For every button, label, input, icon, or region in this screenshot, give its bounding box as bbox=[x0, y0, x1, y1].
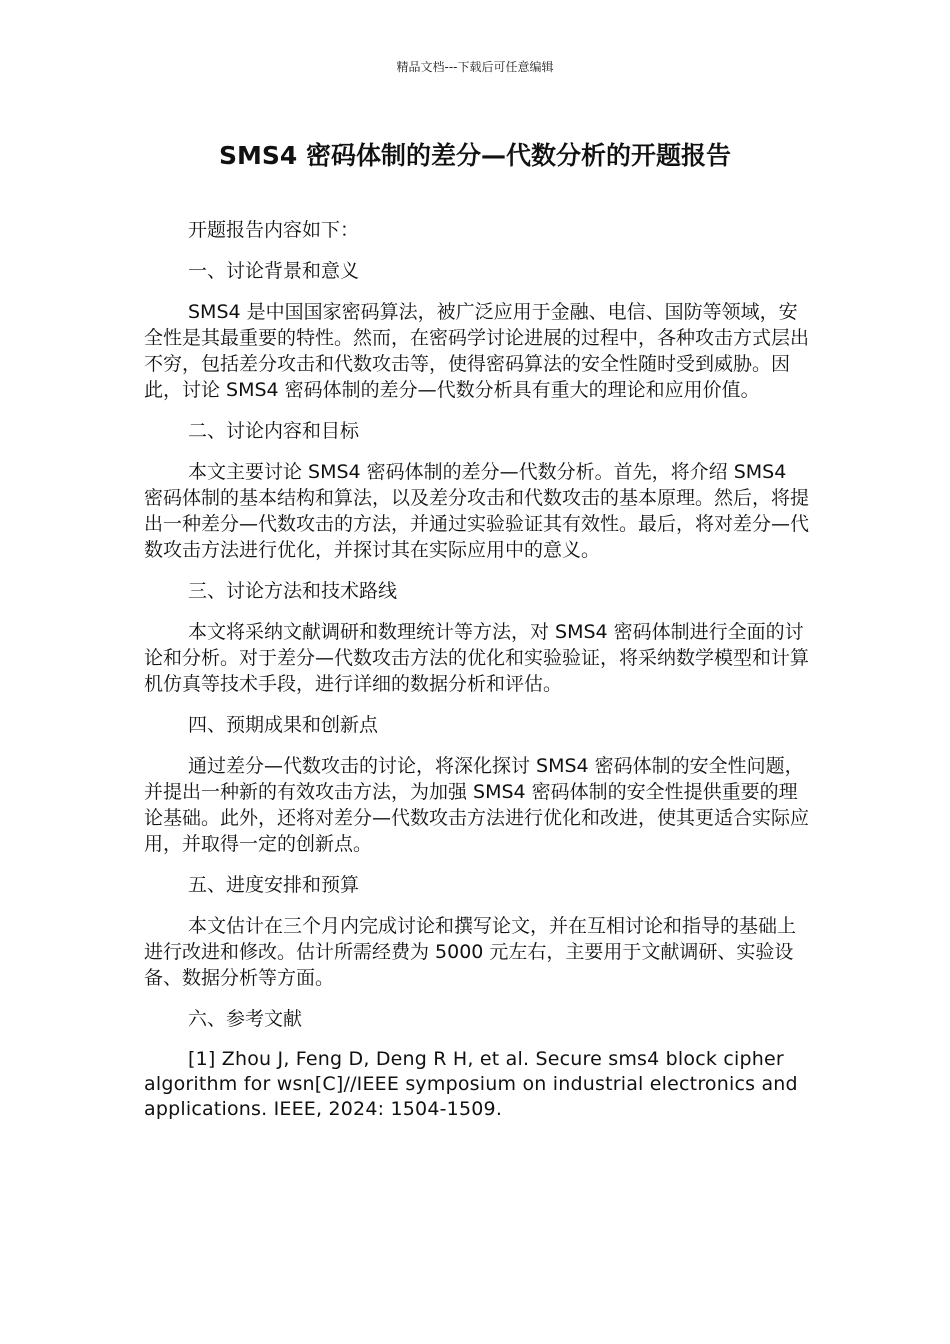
section-heading-background: 一、讨论背景和意义 bbox=[188, 260, 360, 282]
section-body-outcomes: 通过差分—代数攻击的讨论，将深化探讨 SMS4 密码体制的安全性问题，并提出一种新的有效攻击方法，为加强 SMS4 密码体制的安全性提供重要的理论基础。此外，还将对差分—代数攻击方法进行优化和改进，使其更适合实际应用，并取得一定的创新点。 bbox=[144, 755, 810, 855]
reference-item: [1] Zhou J, Feng D, Deng R H, et al. Secure sms4 block cipher algorithm for wsn[C]//IEEE symposium on industrial electronics and applications. IEEE, 2024: 1504-1509. bbox=[144, 1048, 798, 1120]
document-body bbox=[144, 217, 810, 1122]
section-body-background: SMS4 是中国国家密码算法，被广泛应用于金融、电信、国防等领域，安全性是其最重要的特性。然而，在密码学讨论进展的过程中，各种攻击方式层出不穷，包括差分攻击和代数攻击等，使得密码算法的安全性随时受到威胁。因此，讨论 SMS4 密码体制的差分—代数分析具有重大的理论和应用价值。 bbox=[144, 301, 810, 401]
section-heading-schedule-budget: 五、进度安排和预算 bbox=[188, 874, 360, 896]
page-header-note: 精品文档---下载后可任意编辑 bbox=[396, 60, 554, 74]
section-heading-content-goals: 二、讨论内容和目标 bbox=[188, 420, 360, 442]
section-heading-methods: 三、讨论方法和技术路线 bbox=[188, 580, 398, 602]
section-body-schedule-budget: 本文估计在三个月内完成讨论和撰写论文，并在互相讨论和指导的基础上进行改进和修改。估计所需经费为 5000 元左右，主要用于文献调研、实验设备、数据分析等方面。 bbox=[144, 915, 797, 989]
document-title: SMS4 密码体制的差分—代数分析的开题报告 bbox=[219, 141, 731, 170]
section-heading-references: 六、参考文献 bbox=[188, 1008, 303, 1030]
section-body-content-goals: 本文主要讨论 SMS4 密码体制的差分—代数分析。首先，将介绍 SMS4 密码体制的基本结构和算法，以及差分攻击和代数攻击的基本原理。然后，将提出一种差分—代数攻击的方法，并通过实验验证其有效性。最后，将对差分—代数攻击方法进行优化，并探讨其在实际应用中的意义。 bbox=[144, 461, 810, 561]
section-heading-outcomes: 四、预期成果和创新点 bbox=[188, 714, 379, 736]
intro-line: 开题报告内容如下： bbox=[188, 219, 360, 241]
section-body-methods: 本文将采纳文献调研和数理统计等方法，对 SMS4 密码体制进行全面的讨论和分析。对于差分—代数攻击方法的优化和实验验证，将采纳数学模型和计算机仿真等技术手段，进行详细的数据分析和评估。 bbox=[144, 621, 810, 695]
